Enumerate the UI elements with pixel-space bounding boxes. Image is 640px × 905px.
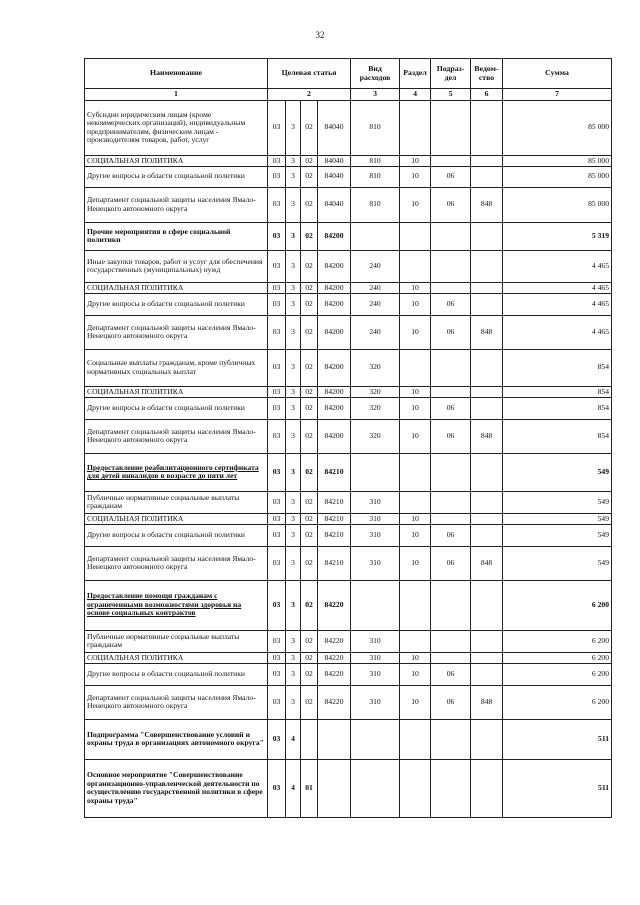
cell-b: 3 [286, 546, 301, 580]
cell-d: 84200 [318, 419, 351, 453]
cell-ved: 848 [471, 187, 503, 222]
cell-vr: 810 [351, 166, 400, 187]
cell-pr [431, 282, 471, 293]
cell-sum: 549 [503, 491, 612, 513]
cell-b: 3 [286, 386, 301, 397]
cell-name: Департамент социальной защиты населения Ямало-Ненецкого автономного округа [85, 315, 268, 349]
table-row [85, 663, 612, 685]
cell-rz: 10 [400, 652, 431, 663]
cell-c: 02 [301, 222, 318, 250]
cell-name: Основное мероприятие "Совершенствование организационно-управленческой деятельности по осуществлению государственной политики в сфере охраны труда" [85, 759, 268, 817]
cell-rz [400, 719, 431, 759]
cell-pr [431, 652, 471, 663]
cell-d: 84040 [318, 155, 351, 166]
cell-pr [431, 155, 471, 166]
cell-d: 84200 [318, 315, 351, 349]
cell-a: 03 [268, 513, 286, 524]
table-row [85, 491, 612, 513]
cell-name: Предоставление реабилитационного сертификата для детей инвалидов в возрасте до пяти лет [85, 453, 268, 491]
cell-d: 84220 [318, 663, 351, 685]
cell-rz: 10 [400, 282, 431, 293]
cell-rz [400, 491, 431, 513]
cell-b: 3 [286, 397, 301, 419]
cell-sum: 511 [503, 719, 612, 759]
col-exptype-header: Вид расходов [351, 59, 400, 89]
table-row [85, 759, 612, 817]
table-body [85, 100, 612, 817]
cell-vr: 240 [351, 250, 400, 282]
cell-sum: 549 [503, 524, 612, 546]
cell-vr: 320 [351, 386, 400, 397]
cell-a: 03 [268, 652, 286, 663]
cell-c: 02 [301, 524, 318, 546]
cell-ved: 848 [471, 685, 503, 719]
cell-c: 02 [301, 187, 318, 222]
cell-vr: 310 [351, 652, 400, 663]
cell-rz [400, 349, 431, 386]
cell-d: 84200 [318, 349, 351, 386]
cell-c: 02 [301, 546, 318, 580]
table-row [85, 546, 612, 580]
cell-sum: 549 [503, 513, 612, 524]
cell-pr: 06 [431, 419, 471, 453]
cell-vr: 310 [351, 546, 400, 580]
table-row [85, 315, 612, 349]
cell-pr [431, 222, 471, 250]
cell-b: 3 [286, 250, 301, 282]
table-row [85, 630, 612, 652]
cell-vr: 810 [351, 187, 400, 222]
cell-name: Другие вопросы в области социальной политики [85, 397, 268, 419]
cell-b: 3 [286, 453, 301, 491]
cell-a: 03 [268, 349, 286, 386]
cell-b: 3 [286, 685, 301, 719]
cell-name: Социальные выплаты гражданам, кроме публичных нормативных социальных выплат [85, 349, 268, 386]
cell-c: 02 [301, 630, 318, 652]
cell-d: 84200 [318, 386, 351, 397]
cell-a: 03 [268, 282, 286, 293]
cell-a: 03 [268, 524, 286, 546]
cell-rz [400, 453, 431, 491]
budget-table [84, 58, 612, 818]
cell-sum: 4 465 [503, 293, 612, 315]
cell-sum: 85 000 [503, 155, 612, 166]
cell-name: СОЦИАЛЬНАЯ ПОЛИТИКА [85, 652, 268, 663]
cell-sum: 549 [503, 546, 612, 580]
col-num-1: 1 [85, 89, 268, 101]
cell-c: 02 [301, 652, 318, 663]
cell-d: 84220 [318, 630, 351, 652]
cell-sum: 6 200 [503, 630, 612, 652]
cell-pr [431, 513, 471, 524]
cell-c: 02 [301, 491, 318, 513]
cell-name: Департамент социальной защиты населения Ямало-Ненецкого автономного округа [85, 187, 268, 222]
cell-rz [400, 100, 431, 155]
cell-ved [471, 166, 503, 187]
col-target-header: Целевая статья [268, 59, 351, 89]
header-row [85, 59, 612, 89]
cell-c: 02 [301, 250, 318, 282]
table-row [85, 397, 612, 419]
cell-pr [431, 349, 471, 386]
cell-pr: 06 [431, 663, 471, 685]
cell-pr: 06 [431, 397, 471, 419]
col-num-7: 7 [503, 89, 612, 101]
col-num-2: 2 [268, 89, 351, 101]
cell-rz: 10 [400, 386, 431, 397]
cell-a: 03 [268, 250, 286, 282]
cell-sum: 5 319 [503, 222, 612, 250]
cell-sum: 4 465 [503, 282, 612, 293]
cell-name: Другие вопросы в области социальной политики [85, 293, 268, 315]
col-name-header: Наименование [85, 59, 268, 89]
cell-d: 84200 [318, 397, 351, 419]
cell-pr [431, 491, 471, 513]
cell-d: 84210 [318, 513, 351, 524]
cell-pr [431, 100, 471, 155]
cell-vr [351, 719, 400, 759]
col-num-5: 5 [431, 89, 471, 101]
cell-vr [351, 580, 400, 630]
table-row [85, 100, 612, 155]
cell-ved [471, 491, 503, 513]
cell-sum: 6 200 [503, 580, 612, 630]
cell-a: 03 [268, 155, 286, 166]
cell-a: 03 [268, 630, 286, 652]
cell-name: Иные закупки товаров, работ и услуг для обеспечения государственных (муниципальных) нужд [85, 250, 268, 282]
cell-d [318, 719, 351, 759]
cell-pr [431, 580, 471, 630]
cell-vr: 310 [351, 513, 400, 524]
cell-a: 03 [268, 685, 286, 719]
table-row [85, 580, 612, 630]
cell-d: 84220 [318, 580, 351, 630]
cell-sum: 6 200 [503, 652, 612, 663]
cell-d: 84200 [318, 293, 351, 315]
cell-rz [400, 580, 431, 630]
table-row [85, 293, 612, 315]
cell-vr [351, 453, 400, 491]
cell-ved [471, 630, 503, 652]
cell-b: 3 [286, 100, 301, 155]
cell-a: 03 [268, 419, 286, 453]
cell-vr: 310 [351, 685, 400, 719]
table-row [85, 155, 612, 166]
cell-vr [351, 759, 400, 817]
table-row [85, 453, 612, 491]
cell-ved [471, 719, 503, 759]
cell-name: СОЦИАЛЬНАЯ ПОЛИТИКА [85, 282, 268, 293]
cell-rz: 10 [400, 663, 431, 685]
cell-rz [400, 250, 431, 282]
cell-b: 3 [286, 524, 301, 546]
cell-a: 03 [268, 293, 286, 315]
table-row [85, 166, 612, 187]
column-number-row [85, 89, 612, 101]
cell-rz: 10 [400, 397, 431, 419]
cell-b: 3 [286, 630, 301, 652]
cell-b: 4 [286, 759, 301, 817]
cell-c: 02 [301, 419, 318, 453]
cell-ved [471, 397, 503, 419]
cell-rz [400, 222, 431, 250]
cell-rz [400, 630, 431, 652]
cell-name: Предоставление помощи гражданам с ограниченными возможностями здоровья на основе социальных контрактов [85, 580, 268, 630]
cell-ved [471, 349, 503, 386]
cell-a: 03 [268, 187, 286, 222]
table-row [85, 524, 612, 546]
cell-rz: 10 [400, 166, 431, 187]
cell-ved [471, 580, 503, 630]
cell-ved [471, 100, 503, 155]
cell-c: 02 [301, 386, 318, 397]
cell-b: 3 [286, 315, 301, 349]
cell-sum: 85 000 [503, 166, 612, 187]
cell-ved [471, 386, 503, 397]
cell-sum: 4 465 [503, 250, 612, 282]
cell-ved: 848 [471, 419, 503, 453]
cell-a: 03 [268, 453, 286, 491]
table-row [85, 349, 612, 386]
col-section-header: Раздел [400, 59, 431, 89]
cell-pr [431, 386, 471, 397]
cell-pr [431, 630, 471, 652]
cell-name: СОЦИАЛЬНАЯ ПОЛИТИКА [85, 386, 268, 397]
cell-ved [471, 663, 503, 685]
cell-sum: 6 200 [503, 663, 612, 685]
cell-c: 02 [301, 166, 318, 187]
cell-pr [431, 250, 471, 282]
cell-name: СОЦИАЛЬНАЯ ПОЛИТИКА [85, 155, 268, 166]
table-row [85, 386, 612, 397]
table-row [85, 222, 612, 250]
cell-b: 3 [286, 166, 301, 187]
cell-rz: 10 [400, 419, 431, 453]
cell-d: 84210 [318, 546, 351, 580]
cell-c: 02 [301, 293, 318, 315]
cell-a: 03 [268, 719, 286, 759]
cell-sum: 85 000 [503, 100, 612, 155]
cell-vr: 240 [351, 282, 400, 293]
cell-sum: 4 465 [503, 315, 612, 349]
cell-d: 84040 [318, 187, 351, 222]
cell-sum: 511 [503, 759, 612, 817]
cell-sum: 85 000 [503, 187, 612, 222]
cell-b: 3 [286, 282, 301, 293]
cell-pr [431, 759, 471, 817]
cell-d [318, 759, 351, 817]
cell-c: 02 [301, 453, 318, 491]
cell-b: 3 [286, 513, 301, 524]
cell-name: Прочие мероприятия в сфере социальной политики [85, 222, 268, 250]
cell-sum: 6 200 [503, 685, 612, 719]
cell-pr: 06 [431, 293, 471, 315]
cell-b: 3 [286, 491, 301, 513]
cell-name: Другие вопросы в области социальной политики [85, 524, 268, 546]
cell-sum: 854 [503, 419, 612, 453]
cell-rz: 10 [400, 524, 431, 546]
cell-pr: 06 [431, 546, 471, 580]
cell-vr: 240 [351, 315, 400, 349]
cell-a: 03 [268, 397, 286, 419]
cell-pr: 06 [431, 315, 471, 349]
cell-name: СОЦИАЛЬНАЯ ПОЛИТИКА [85, 513, 268, 524]
cell-c: 02 [301, 663, 318, 685]
cell-vr [351, 222, 400, 250]
cell-pr: 06 [431, 685, 471, 719]
col-dept-header: Ведом-ство [471, 59, 503, 89]
cell-vr: 240 [351, 293, 400, 315]
cell-name: Субсидии юридическим лицам (кроме некоммерческих организаций), индивидуальным предпринимателям, физическим лицам - производителям товаров, работ, услуг [85, 100, 268, 155]
cell-name: Департамент социальной защиты населения Ямало-Ненецкого автономного округа [85, 546, 268, 580]
col-num-6: 6 [471, 89, 503, 101]
cell-rz: 10 [400, 293, 431, 315]
cell-rz: 10 [400, 187, 431, 222]
cell-a: 03 [268, 386, 286, 397]
cell-c: 02 [301, 100, 318, 155]
cell-ved [471, 293, 503, 315]
cell-b: 3 [286, 349, 301, 386]
cell-name: Публичные нормативные социальные выплаты гражданам [85, 630, 268, 652]
cell-vr: 320 [351, 397, 400, 419]
cell-d: 84200 [318, 222, 351, 250]
table-row [85, 419, 612, 453]
cell-ved [471, 282, 503, 293]
cell-vr: 310 [351, 524, 400, 546]
cell-rz [400, 759, 431, 817]
cell-b: 3 [286, 187, 301, 222]
cell-c: 02 [301, 155, 318, 166]
cell-pr [431, 453, 471, 491]
cell-rz: 10 [400, 546, 431, 580]
table-row [85, 685, 612, 719]
cell-c: 02 [301, 315, 318, 349]
cell-name: Публичные нормативные социальные выплаты гражданам [85, 491, 268, 513]
cell-a: 03 [268, 491, 286, 513]
cell-name: Департамент социальной защиты населения Ямало-Ненецкого автономного округа [85, 685, 268, 719]
col-sum-header: Сумма [503, 59, 612, 89]
cell-name: Другие вопросы в области социальной политики [85, 663, 268, 685]
cell-ved [471, 759, 503, 817]
cell-vr: 310 [351, 663, 400, 685]
cell-c: 02 [301, 349, 318, 386]
cell-c: 02 [301, 580, 318, 630]
cell-ved [471, 453, 503, 491]
cell-rz: 10 [400, 513, 431, 524]
cell-a: 03 [268, 759, 286, 817]
cell-c: 02 [301, 685, 318, 719]
cell-vr: 310 [351, 491, 400, 513]
cell-a: 03 [268, 546, 286, 580]
cell-vr: 320 [351, 349, 400, 386]
cell-pr: 06 [431, 524, 471, 546]
cell-pr: 06 [431, 166, 471, 187]
cell-a: 03 [268, 166, 286, 187]
cell-a: 03 [268, 222, 286, 250]
cell-ved: 848 [471, 546, 503, 580]
table-row [85, 282, 612, 293]
cell-ved [471, 222, 503, 250]
cell-d: 84220 [318, 685, 351, 719]
col-num-3: 3 [351, 89, 400, 101]
table-row [85, 187, 612, 222]
cell-a: 03 [268, 100, 286, 155]
cell-d: 84200 [318, 250, 351, 282]
cell-rz: 10 [400, 685, 431, 719]
cell-ved [471, 652, 503, 663]
cell-a: 03 [268, 580, 286, 630]
cell-vr: 810 [351, 100, 400, 155]
cell-pr [431, 719, 471, 759]
cell-vr: 810 [351, 155, 400, 166]
cell-d: 84040 [318, 166, 351, 187]
cell-vr: 310 [351, 630, 400, 652]
cell-b: 3 [286, 652, 301, 663]
cell-d: 84210 [318, 453, 351, 491]
table-row [85, 250, 612, 282]
cell-b: 3 [286, 293, 301, 315]
cell-b: 3 [286, 222, 301, 250]
cell-rz: 10 [400, 155, 431, 166]
cell-sum: 854 [503, 397, 612, 419]
table-row [85, 719, 612, 759]
cell-ved [471, 155, 503, 166]
cell-c: 02 [301, 397, 318, 419]
cell-c: 01 [301, 759, 318, 817]
cell-b: 3 [286, 419, 301, 453]
cell-vr: 320 [351, 419, 400, 453]
cell-d: 84220 [318, 652, 351, 663]
cell-a: 03 [268, 315, 286, 349]
cell-sum: 549 [503, 453, 612, 491]
cell-d: 84210 [318, 491, 351, 513]
cell-ved [471, 513, 503, 524]
cell-c: 02 [301, 513, 318, 524]
cell-b: 3 [286, 580, 301, 630]
cell-name: Департамент социальной защиты населения Ямало-Ненецкого автономного округа [85, 419, 268, 453]
page-number: 32 [315, 30, 325, 40]
cell-name: Подпрограмма "Совершенствование условий и охраны труда в организациях автономного округа" [85, 719, 268, 759]
cell-rz: 10 [400, 315, 431, 349]
cell-ved: 848 [471, 315, 503, 349]
cell-a: 03 [268, 663, 286, 685]
cell-name: Другие вопросы в области социальной политики [85, 166, 268, 187]
table-row [85, 513, 612, 524]
cell-b: 3 [286, 155, 301, 166]
cell-ved [471, 524, 503, 546]
cell-c [301, 719, 318, 759]
cell-d: 84200 [318, 282, 351, 293]
cell-sum: 854 [503, 386, 612, 397]
col-subsection-header: Подраз-дел [431, 59, 471, 89]
cell-c: 02 [301, 282, 318, 293]
cell-d: 84040 [318, 100, 351, 155]
cell-b: 4 [286, 719, 301, 759]
cell-sum: 854 [503, 349, 612, 386]
cell-ved [471, 250, 503, 282]
cell-d: 84210 [318, 524, 351, 546]
cell-b: 3 [286, 663, 301, 685]
cell-pr: 06 [431, 187, 471, 222]
col-num-4: 4 [400, 89, 431, 101]
table-row [85, 652, 612, 663]
